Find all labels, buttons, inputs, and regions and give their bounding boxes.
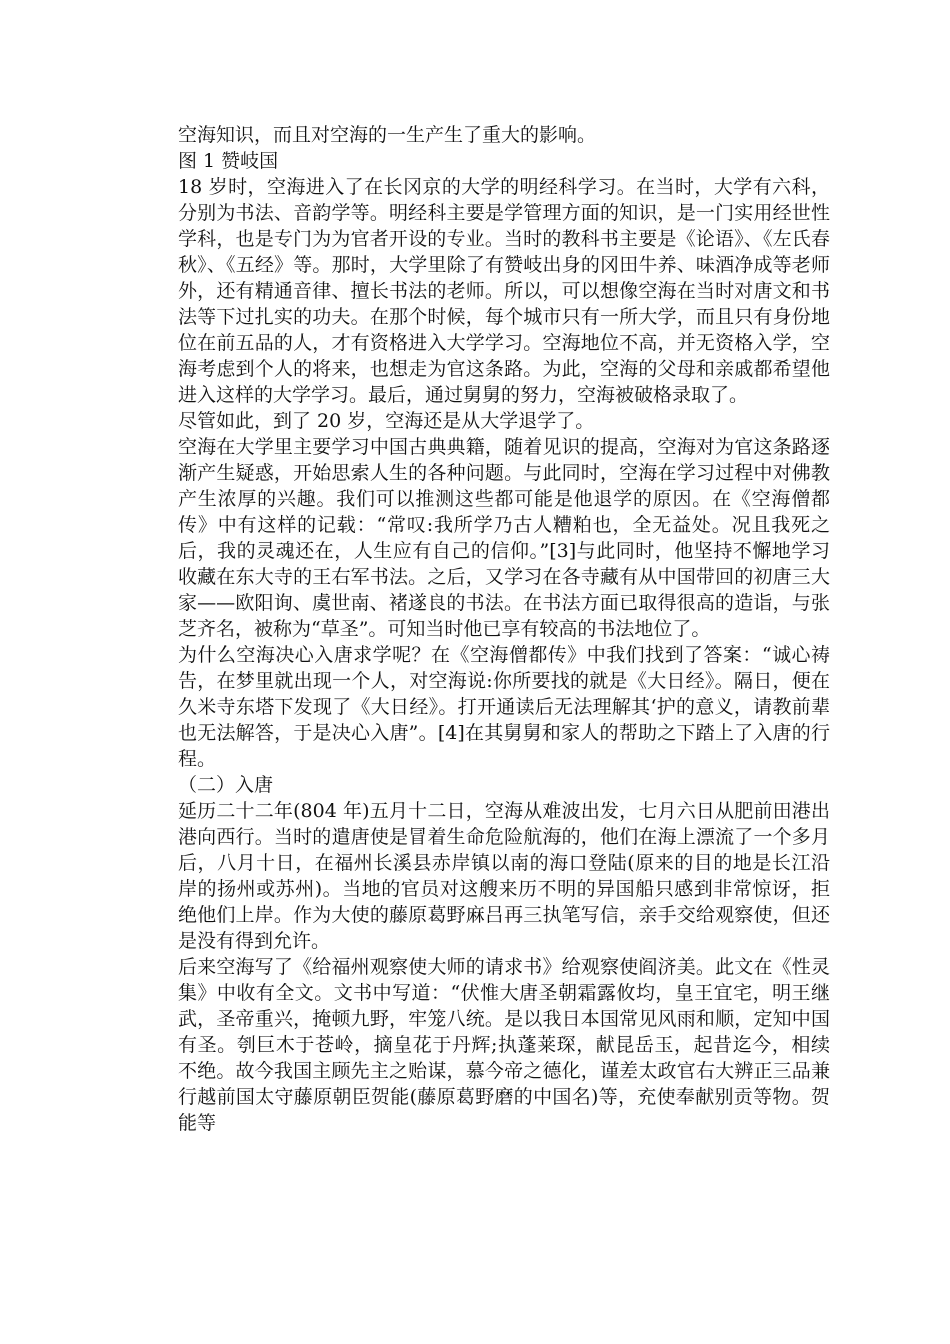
paragraph-decision: 为什么空海决心入唐求学呢？在《空海僧都传》中我们找到了答案：“诚心祷告，在梦里就出现一个人，对空海说:你所要找的就是《大日经》。隔日，便在久米寺东塔下发现了《大日经》。打开通读后无法理解其‘护的意义，请教前辈也无法解答，于是决心入唐”。[4]在其舅舅和家人的帮助之下踏上了入唐的行程。 [178, 644, 830, 770]
section-heading: （二）入唐 [178, 774, 274, 796]
paragraph-voyage: 延历二十二年(804 年)五月十二日，空海从难波出发，七月六日从肥前田港出港向西行。当时的遣唐使是冒着生命危险航海的，他们在海上漂流了一个多月后，八月十日，在福州长溪县赤岸镇以南的海口登陆(原来的目的地是长江沿岸的扬州或苏州)。当地的官员对这艘来历不明的异国船只感到非常惊讶，拒绝他们上岸。作为大使的藤原葛野麻吕再三执笔写信，亲手交给观察使，但还是没有得到允许。 [178, 800, 830, 952]
figure-caption: 图 1 赞岐国 [178, 150, 279, 172]
document-body [178, 122, 830, 1136]
paragraph-continuation: 空海知识，而且对空海的一生产生了重大的影响。 [178, 124, 597, 146]
paragraph-university: 18 岁时，空海进入了在长冈京的大学的明经科学习。在当时，大学有六科，分别为书法、音韵学等。明经科主要是学管理方面的知识，是一门实用经世性学科，也是专门为为官者开设的专业。当时的教科书主要是《论语》、《左氏春秋》、《五经》等。那时，大学里除了有赞岐出身的冈田牛养、味酒净成等老师外，还有精通音律、擅长书法的老师。所以，可以想像空海在当时对唐文和书法等下过扎实的功夫。在那个时候，每个城市只有一所大学，而且只有身份地位在前五品的人，才有资格进入大学学习。空海地位不高，并无资格入学，空海考虑到个人的将来，也想走为官这条路。为此，空海的父母和亲戚都希望他进入这样的大学学习。最后，通过舅舅的努力，空海被破格录取了。 [178, 176, 830, 406]
paragraph-withdrawal: 尽管如此，到了 20 岁，空海还是从大学退学了。 [178, 410, 595, 432]
paragraph-reasons: 空海在大学里主要学习中国古典典籍，随着见识的提高，空海对为官这条路逐渐产生疑惑，开始思索人生的各种问题。与此同时，空海在学习过程中对佛教产生浓厚的兴趣。我们可以推测这些都可能是他退学的原因。在《空海僧都传》中有这样的记载：“常叹:我所学乃古人糟粕也，全无益处。况且我死之后，我的灵魂还在，人生应有自己的信仰。”[3]与此同时，他坚持不懈地学习收藏在东大寺的王右军书法。之后，又学习在各寺藏有从中国带回的初唐三大家——欧阳询、虞世南、褚遂良的书法。在书法方面已取得很高的造诣，与张芝齐名，被称为“草圣”。可知当时他已享有较高的书法地位了。 [178, 436, 830, 640]
paragraph-petition: 后来空海写了《给福州观察使大师的请求书》给观察使阎济美。此文在《性灵集》中收有全文。文书中写道：“伏惟大唐圣朝霜露攸均，皇王宜宅，明王继武，圣帝重兴，掩顿九野，牢笼八统。是以我日本国常见风雨和顺，定知中国有圣。刳巨木于苍岭，摘皇花于丹辉;执蓬莱琛，献昆岳玉，起昔迄今，相续不绝。故今我国主顾先主之贻谋，慕今帝之德化，谨差太政官右大辨正三品兼行越前国太守藤原朝臣贺能(藤原葛野磨的中国名)等，充使奉献别贡等物。贺能等 [178, 956, 830, 1134]
